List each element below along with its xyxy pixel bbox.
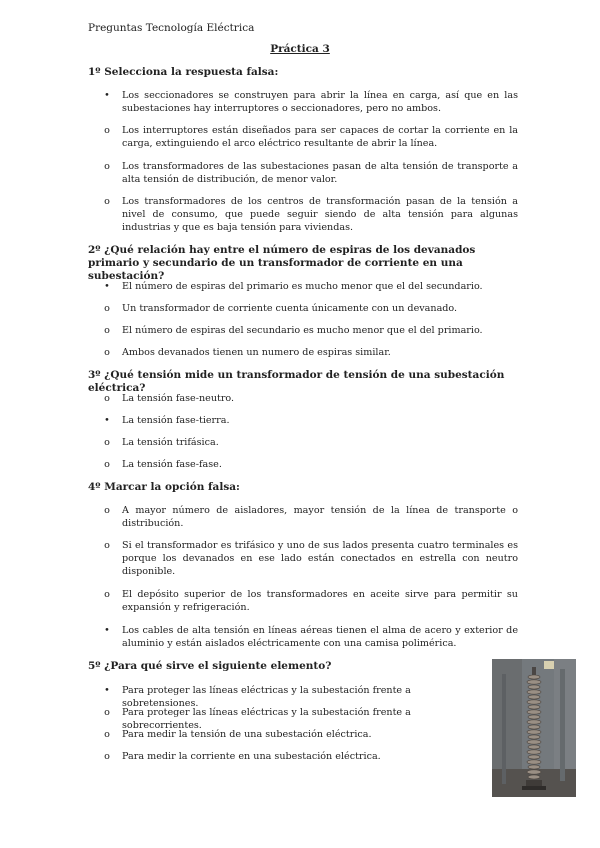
question-4-option-1[interactable] [100,504,518,530]
bullet-hollow-icon: o [104,459,110,470]
bullet-hollow-icon: o [104,707,110,718]
question-4-option-3[interactable] [100,588,518,614]
question-2: 2º ¿Qué relación hay entre el número de espiras de los devanados primario y secundario de un transformador de corriente en una subestación? [88,244,476,282]
option-text: El número de espiras del secundario es mucho menor que el del primario. [122,325,483,336]
question-3-option-2[interactable] [100,414,518,427]
bullet-hollow-icon: o [104,393,110,404]
option-text: Los transformadores de los centros de transformación pasan de la tensión a nivel de consumo, que puede seguir siendo de alta tensión para algunas industrias y que es baja tensión para viviendas. [122,196,518,234]
bullet-filled-icon: • [104,415,110,426]
question-2-option-4[interactable] [100,346,518,359]
question-3-option-4[interactable] [100,458,518,471]
bullet-hollow-icon: o [104,729,110,740]
option-text: Los transformadores de las subestaciones pasan de alta tensión de transporte a alta tensión de distribución, de menor valor. [122,161,518,186]
bullet-hollow-icon: o [104,325,110,336]
option-text: Un transformador de corriente cuenta únicamente con un devanado. [122,303,458,314]
bullet-filled-icon: • [104,281,110,292]
question-5-option-3[interactable] [100,728,484,741]
question-1: 1º Selecciona la respuesta falsa: [88,66,279,78]
question-4-option-2[interactable] [100,539,518,579]
option-text: Los seccionadores se construyen para abrir la línea en carga, así que en las subestaciones hay interruptores o seccionadores, pero no ambos. [122,90,518,115]
bullet-hollow-icon: o [104,540,110,551]
question-3-option-3[interactable] [100,436,518,449]
bullet-hollow-icon: o [104,347,110,358]
bullet-hollow-icon: o [104,505,110,516]
question-1-option-4[interactable] [100,195,518,235]
page-title: Práctica 3 [270,43,330,55]
question-1-option-2[interactable] [100,124,518,150]
bullet-hollow-icon: o [104,589,110,600]
bullet-hollow-icon: o [104,196,110,207]
option-text: Los cables de alta tensión en líneas aéreas tienen el alma de acero y exterior de aluminio y están aislados eléctricamente con una camisa polimérica. [122,625,518,650]
question-3: 3º ¿Qué tensión mide un transformador de tensión de una subestación eléctrica? [88,369,505,394]
option-text: Para medir la corriente en una subestación eléctrica. [122,751,381,762]
bullet-filled-icon: • [104,625,110,636]
bullet-filled-icon: • [104,685,110,696]
page-header: Preguntas Tecnología Eléctrica [88,22,255,34]
option-text: El depósito superior de los transformadores en aceite sirve para permitir su expansión y refrigeración. [122,589,518,614]
bullet-hollow-icon: o [104,125,110,136]
question-1-option-3[interactable] [100,160,518,186]
option-text: A mayor número de aisladores, mayor tensión de la línea de transporte o distribución. [122,505,518,530]
bullet-hollow-icon: o [104,161,110,172]
surge-arrester-icon [492,659,576,797]
option-text: Si el transformador es trifásico y uno de sus lados presenta cuatro terminales es porque los devanados en ese lado están conectados en estrella con neutro disponible. [122,540,518,578]
bullet-hollow-icon: o [104,303,110,314]
question-3-option-1[interactable] [100,392,518,405]
option-text: Para proteger las líneas eléctricas y la subestación frente a sobrecorrientes. [122,707,411,732]
surge-arrester-photo [492,659,576,797]
bullet-hollow-icon: o [104,751,110,762]
option-text: Para proteger las líneas eléctricas y la subestación frente a sobretensiones. [122,685,411,710]
question-2-option-3[interactable] [100,324,518,337]
option-text: La tensión fase-fase. [122,459,222,470]
bullet-filled-icon: • [104,90,110,101]
question-1-option-1[interactable] [100,89,518,115]
option-text: La tensión fase-tierra. [122,415,230,426]
option-text: La tensión trifásica. [122,437,219,448]
option-text: La tensión fase-neutro. [122,393,235,404]
bullet-hollow-icon: o [104,437,110,448]
option-text: Para medir la tensión de una subestación eléctrica. [122,729,372,740]
question-5-option-4[interactable] [100,750,484,763]
option-text: El número de espiras del primario es mucho menor que el del secundario. [122,281,483,292]
question-2-option-2[interactable] [100,302,518,315]
option-text: Ambos devanados tienen un numero de espiras similar. [122,347,391,358]
option-text: Los interruptores están diseñados para ser capaces de cortar la corriente en la carga, extinguiendo el arco eléctrico resultante de abrir la línea. [122,125,518,150]
question-4-option-4[interactable] [100,624,518,650]
question-2-option-1[interactable] [100,280,518,293]
question-4: 4º Marcar la opción falsa: [88,481,240,493]
question-5: 5º ¿Para qué sirve el siguiente elemento? [88,660,332,672]
